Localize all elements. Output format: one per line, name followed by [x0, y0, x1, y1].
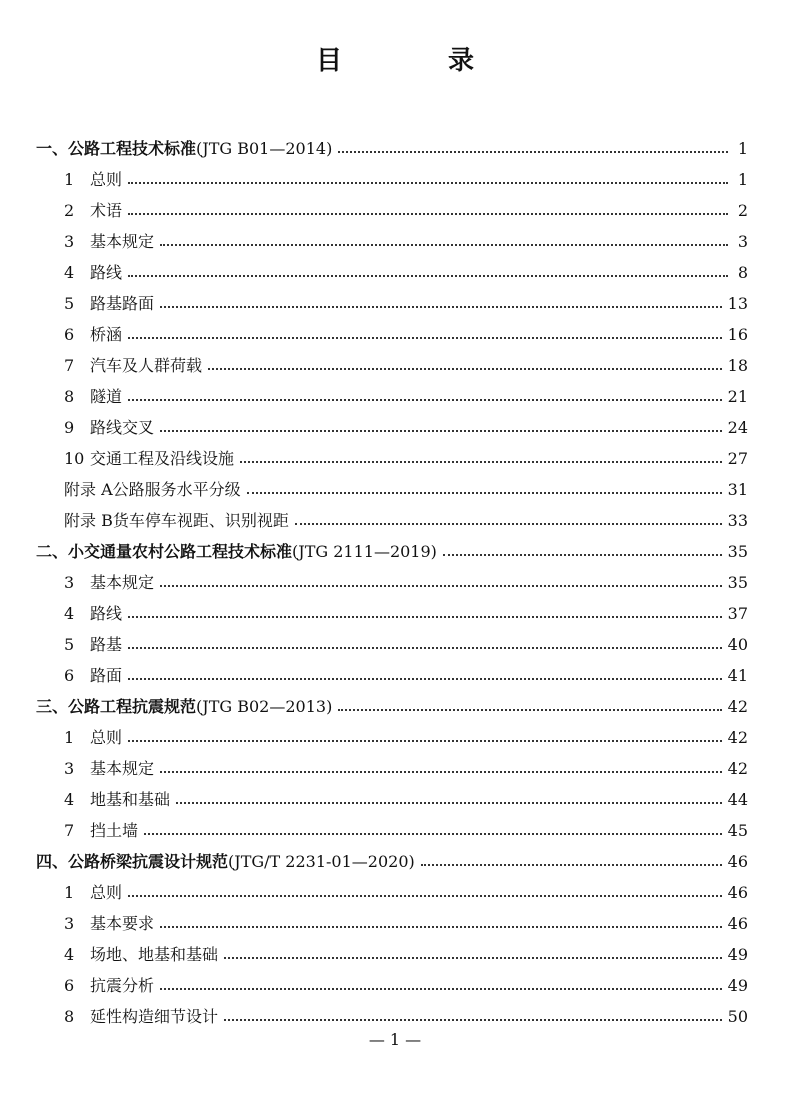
toc-page-number: 49	[727, 976, 748, 995]
toc-entry[interactable]	[36, 1001, 748, 1032]
toc-entry-number: 4	[64, 790, 75, 809]
toc-page-number: 49	[727, 945, 748, 964]
dot-leader	[160, 242, 728, 246]
toc-page-number: 1	[737, 139, 748, 158]
toc-entry-title: 场地、地基和基础	[90, 945, 219, 964]
dot-leader	[240, 459, 722, 463]
toc-entry-title: 公路桥梁抗震设计规范	[68, 852, 229, 871]
dot-leader	[208, 366, 722, 370]
toc-entry[interactable]	[36, 443, 748, 474]
dot-leader	[128, 893, 722, 897]
toc-page-number: 3	[737, 232, 748, 251]
toc-page-number: 24	[727, 418, 748, 437]
toc-entry-number: 5	[64, 635, 75, 654]
dot-leader	[128, 180, 728, 184]
toc-page-number: 46	[727, 914, 748, 933]
toc-page-number: 45	[727, 821, 748, 840]
toc-standard-code: (JTG B01—2014)	[196, 139, 333, 158]
toc-page-number: 21	[727, 387, 748, 406]
dot-leader	[128, 335, 722, 339]
dot-leader	[338, 149, 728, 153]
toc-entry[interactable]	[36, 598, 748, 629]
dot-leader	[160, 769, 722, 773]
dot-leader	[247, 490, 722, 494]
dot-leader	[160, 986, 722, 990]
dot-leader	[128, 676, 722, 680]
toc-entry[interactable]	[36, 319, 748, 350]
toc-entry[interactable]	[36, 784, 748, 815]
toc-entry[interactable]	[36, 226, 748, 257]
toc-entry-title: 延性构造细节设计	[90, 1007, 219, 1026]
toc-entry-title: 货车停车视距、识别视距	[112, 511, 289, 530]
toc-page-number: 46	[727, 852, 748, 871]
toc-entry[interactable]	[36, 722, 748, 753]
toc-entry-title: 总则	[90, 728, 123, 747]
toc-entry-title: 地基和基础	[90, 790, 171, 809]
toc-entry-title: 小交通量农村公路工程技术标准	[68, 542, 293, 561]
toc-entry-number: 3	[64, 232, 75, 251]
toc-page-number: 8	[737, 263, 748, 282]
toc-entry[interactable]	[36, 908, 748, 939]
toc-entry-number: 二、	[36, 542, 69, 561]
dot-leader	[160, 304, 722, 308]
toc-entry[interactable]	[36, 567, 748, 598]
dot-leader	[128, 645, 722, 649]
table-of-contents	[36, 133, 748, 1032]
toc-entry-title: 交通工程及沿线设施	[90, 449, 235, 468]
toc-entry-number: 3	[64, 914, 75, 933]
toc-entry[interactable]	[36, 815, 748, 846]
toc-entry-number: 6	[64, 325, 75, 344]
toc-entry-number: 3	[64, 573, 75, 592]
toc-entry-number: 9	[64, 418, 75, 437]
toc-entry-title: 基本要求	[90, 914, 155, 933]
toc-entry-number: 2	[64, 201, 75, 220]
toc-page-number: 37	[727, 604, 748, 623]
dot-leader	[144, 831, 722, 835]
dot-leader	[128, 211, 728, 215]
toc-entry-number: 8	[64, 387, 75, 406]
toc-entry-number: 附录 A	[64, 480, 113, 499]
toc-entry-title: 抗震分析	[90, 976, 155, 995]
toc-entry-number: 一、	[36, 139, 69, 158]
toc-entry[interactable]	[36, 505, 748, 536]
toc-page-number: 1	[737, 170, 748, 189]
toc-page-number: 42	[727, 728, 748, 747]
toc-section[interactable]	[36, 536, 748, 567]
toc-page-number: 40	[727, 635, 748, 654]
toc-entry-number: 8	[64, 1007, 75, 1026]
toc-entry[interactable]	[36, 288, 748, 319]
toc-page-number: 46	[727, 883, 748, 902]
toc-entry-number: 4	[64, 263, 75, 282]
toc-entry-number: 6	[64, 666, 75, 685]
toc-page-number: 2	[737, 201, 748, 220]
dot-leader	[176, 800, 722, 804]
dot-leader	[224, 955, 722, 959]
toc-entry[interactable]	[36, 660, 748, 691]
toc-entry[interactable]	[36, 412, 748, 443]
dot-leader	[338, 707, 721, 711]
toc-entry-number: 10	[64, 449, 85, 468]
toc-entry-number: 7	[64, 356, 75, 375]
toc-entry[interactable]	[36, 474, 748, 505]
page-number: — 1 —	[368, 1030, 422, 1049]
toc-section[interactable]	[36, 691, 748, 722]
toc-entry-number: 1	[64, 728, 75, 747]
dot-leader	[128, 614, 722, 618]
toc-standard-code: (JTG B02—2013)	[196, 697, 333, 716]
toc-entry-number: 3	[64, 759, 75, 778]
toc-page-number: 16	[727, 325, 748, 344]
toc-entry-number: 6	[64, 976, 75, 995]
toc-entry[interactable]	[36, 381, 748, 412]
dot-leader	[443, 552, 722, 556]
toc-page-number: 31	[727, 480, 748, 499]
toc-entry-title: 基本规定	[90, 232, 155, 251]
toc-entry-number: 三、	[36, 697, 69, 716]
toc-page-number: 35	[727, 573, 748, 592]
toc-page-number: 50	[727, 1007, 748, 1026]
dot-leader	[128, 738, 722, 742]
toc-entry-title: 路线交叉	[90, 418, 155, 437]
toc-entry-number: 4	[64, 604, 75, 623]
toc-entry-title: 挡土墙	[90, 821, 139, 840]
toc-entry-title: 公路服务水平分级	[112, 480, 241, 499]
toc-entry-title: 桥涵	[90, 325, 123, 344]
toc-entry-number: 附录 B	[64, 511, 113, 530]
toc-entry-number: 7	[64, 821, 75, 840]
dot-leader	[160, 924, 722, 928]
toc-entry-title: 汽车及人群荷载	[90, 356, 203, 375]
dot-leader	[160, 428, 722, 432]
toc-entry[interactable]	[36, 350, 748, 381]
dot-leader	[421, 862, 722, 866]
toc-page-number: 27	[727, 449, 748, 468]
toc-page-number: 42	[727, 697, 748, 716]
toc-entry[interactable]	[36, 970, 748, 1001]
toc-page-number: 44	[727, 790, 748, 809]
toc-section[interactable]	[36, 133, 748, 164]
toc-entry-title: 总则	[90, 170, 123, 189]
toc-section[interactable]	[36, 846, 748, 877]
dot-leader	[295, 521, 722, 525]
toc-entry-title: 路线	[90, 263, 123, 282]
toc-entry-title: 基本规定	[90, 573, 155, 592]
dot-leader	[224, 1017, 722, 1021]
toc-entry-title: 基本规定	[90, 759, 155, 778]
toc-entry-title: 总则	[90, 883, 123, 902]
toc-page-number: 42	[727, 759, 748, 778]
toc-page-number: 33	[727, 511, 748, 530]
toc-standard-code: (JTG/T 2231-01—2020)	[228, 852, 415, 871]
toc-entry-number: 四、	[36, 852, 69, 871]
toc-entry-title: 路面	[90, 666, 123, 685]
toc-entry-title: 术语	[90, 201, 123, 220]
toc-entry[interactable]	[36, 164, 748, 195]
dot-leader	[160, 583, 722, 587]
toc-page-number: 18	[727, 356, 748, 375]
toc-page-number: 35	[727, 542, 748, 561]
toc-standard-code: (JTG 2111—2019)	[292, 542, 437, 561]
toc-entry[interactable]	[36, 939, 748, 970]
toc-entry-title: 公路工程技术标准	[68, 139, 197, 158]
toc-entry-number: 1	[64, 170, 75, 189]
dot-leader	[128, 273, 728, 277]
toc-page-number: 41	[727, 666, 748, 685]
toc-entry[interactable]	[36, 257, 748, 288]
toc-entry-number: 1	[64, 883, 75, 902]
toc-entry[interactable]	[36, 877, 748, 908]
toc-entry-number: 4	[64, 945, 75, 964]
toc-entry-number: 5	[64, 294, 75, 313]
toc-entry[interactable]	[36, 195, 748, 226]
toc-entry-title: 隧道	[90, 387, 123, 406]
toc-entry[interactable]	[36, 753, 748, 784]
toc-entry-title: 路基	[90, 635, 123, 654]
toc-entry-title: 路基路面	[90, 294, 155, 313]
toc-entry-title: 公路工程抗震规范	[68, 697, 197, 716]
toc-entry[interactable]	[36, 629, 748, 660]
toc-entry-title: 路线	[90, 604, 123, 623]
dot-leader	[128, 397, 722, 401]
page-title: 目 录	[315, 46, 514, 76]
toc-page-number: 13	[727, 294, 748, 313]
